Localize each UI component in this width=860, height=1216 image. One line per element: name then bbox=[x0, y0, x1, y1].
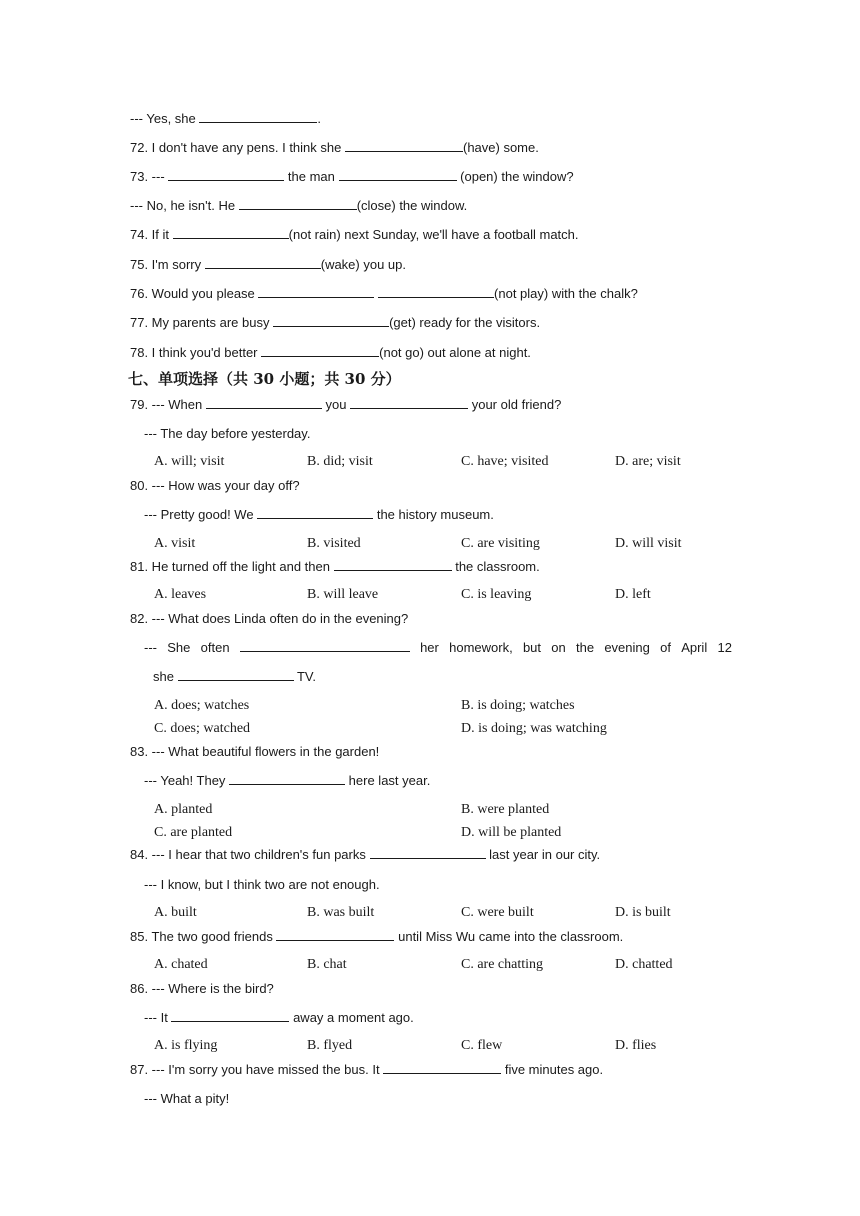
q74 bbox=[130, 226, 579, 244]
q81-text: 81. He turned off the light and then bbox=[130, 559, 330, 574]
answer-blank[interactable] bbox=[178, 668, 294, 681]
answer-blank[interactable] bbox=[239, 197, 357, 210]
q76-text: 76. Would you please bbox=[130, 286, 255, 301]
q82-word: but bbox=[522, 640, 542, 655]
answer-blank[interactable] bbox=[258, 285, 374, 298]
option-a[interactable]: A. does; watches bbox=[154, 698, 250, 713]
q85-text: 85. The two good friends bbox=[130, 929, 273, 944]
q80-reply-post: the history museum. bbox=[376, 507, 494, 522]
q82-word: the bbox=[575, 640, 595, 655]
q78-text: 78. I think you'd better bbox=[130, 345, 258, 360]
q82-reply2-post: TV. bbox=[296, 669, 317, 684]
q73-reply-hint: (close) the window. bbox=[356, 198, 468, 213]
answer-blank[interactable] bbox=[350, 396, 468, 409]
q82-word: often bbox=[200, 640, 230, 655]
q82-word: evening bbox=[604, 640, 650, 655]
answer-blank[interactable] bbox=[273, 314, 389, 327]
q77-hint: (get) ready for the visitors. bbox=[389, 315, 541, 330]
q81 bbox=[130, 558, 540, 576]
q82-word: She bbox=[167, 640, 191, 655]
q82-word: on bbox=[551, 640, 566, 655]
q76-hint: (not play) with the chalk? bbox=[494, 286, 638, 301]
option-c[interactable]: C. have; visited bbox=[461, 454, 549, 469]
answer-blank[interactable] bbox=[339, 168, 457, 181]
q79-reply: --- The day before yesterday. bbox=[144, 426, 311, 441]
q87-text: 87. --- I'm sorry you have missed the bus. It bbox=[130, 1062, 380, 1077]
q85-post: until Miss Wu came into the classroom. bbox=[398, 929, 624, 944]
answer-blank[interactable] bbox=[345, 139, 463, 152]
option-b[interactable]: B. chat bbox=[307, 957, 347, 972]
option-c[interactable]: C. is leaving bbox=[461, 587, 532, 602]
q72 bbox=[130, 139, 539, 157]
q72-hint: (have) some. bbox=[462, 140, 539, 155]
q84-reply: --- I know, but I think two are not enough. bbox=[144, 877, 380, 892]
q86-reply-post: away a moment ago. bbox=[293, 1010, 414, 1025]
q75-hint: (wake) you up. bbox=[320, 257, 406, 272]
option-c[interactable]: C. flew bbox=[461, 1038, 503, 1053]
q73-text: 73. --- bbox=[130, 169, 165, 184]
q87 bbox=[130, 1061, 603, 1079]
option-d[interactable]: D. are; visit bbox=[615, 454, 681, 469]
q83: 83. --- What beautiful flowers in the garden! bbox=[130, 744, 380, 759]
q82-word: April bbox=[681, 640, 708, 655]
q73 bbox=[130, 168, 574, 186]
q82-reply-cont bbox=[153, 668, 316, 686]
answer-blank[interactable] bbox=[334, 558, 452, 571]
q75-text: 75. I'm sorry bbox=[130, 257, 202, 272]
answer-blank[interactable] bbox=[168, 168, 284, 181]
answer-blank[interactable] bbox=[276, 928, 394, 941]
q82-word: her bbox=[420, 640, 439, 655]
option-b[interactable]: B. is doing; watches bbox=[461, 698, 575, 713]
q82: 82. --- What does Linda often do in the evening? bbox=[130, 611, 409, 626]
q83-reply bbox=[144, 772, 430, 790]
q77 bbox=[130, 314, 540, 332]
q82-word: of bbox=[660, 640, 671, 655]
option-d[interactable]: D. is built bbox=[615, 905, 671, 920]
option-b[interactable]: B. did; visit bbox=[307, 454, 373, 469]
option-c[interactable]: C. were built bbox=[461, 905, 534, 920]
option-d[interactable]: D. flies bbox=[615, 1038, 657, 1053]
q85 bbox=[130, 928, 623, 946]
option-d[interactable]: D. left bbox=[615, 587, 651, 602]
option-a[interactable]: A. chated bbox=[154, 957, 208, 972]
option-d[interactable]: D. will visit bbox=[615, 536, 682, 551]
option-b[interactable]: B. was built bbox=[307, 905, 375, 920]
q87-post: five minutes ago. bbox=[504, 1062, 604, 1077]
q75 bbox=[130, 256, 406, 274]
q82-reply bbox=[144, 639, 732, 657]
q78-hint: (not go) out alone at night. bbox=[379, 345, 531, 360]
q78 bbox=[130, 344, 531, 362]
answer-blank[interactable] bbox=[261, 344, 379, 357]
option-d[interactable]: D. is doing; was watching bbox=[461, 721, 607, 736]
q80: 80. --- How was your day off? bbox=[130, 478, 300, 493]
q71-text: --- Yes, she bbox=[130, 111, 196, 126]
option-b[interactable]: B. will leave bbox=[307, 587, 379, 602]
q74-text: 74. If it bbox=[130, 227, 170, 242]
q83-reply-text: --- Yeah! They bbox=[144, 773, 226, 788]
option-c[interactable]: C. are visiting bbox=[461, 536, 540, 551]
q87-reply: --- What a pity! bbox=[144, 1091, 230, 1106]
option-d[interactable]: D. will be planted bbox=[461, 825, 562, 840]
q76 bbox=[130, 285, 638, 303]
option-b[interactable]: B. were planted bbox=[461, 802, 550, 817]
q81-post: the classroom. bbox=[455, 559, 540, 574]
option-d[interactable]: D. chatted bbox=[615, 957, 673, 972]
answer-blank[interactable] bbox=[205, 256, 321, 269]
q82-word: --- bbox=[144, 640, 157, 655]
q77-text: 77. My parents are busy bbox=[130, 315, 270, 330]
answer-blank[interactable] bbox=[171, 1009, 289, 1022]
q79-post: your old friend? bbox=[471, 397, 562, 412]
q82-word: 12 bbox=[717, 640, 732, 655]
q72-text: 72. I don't have any pens. I think she bbox=[130, 140, 342, 155]
q83-reply-post: here last year. bbox=[348, 773, 431, 788]
option-a[interactable]: A. leaves bbox=[154, 587, 207, 602]
q73-hint: (open) the window? bbox=[460, 169, 574, 184]
q82-reply2-text: she bbox=[153, 669, 174, 684]
q73-reply bbox=[130, 197, 467, 215]
q73-mid: the man bbox=[287, 169, 335, 184]
answer-blank[interactable] bbox=[383, 1061, 501, 1074]
q74-hint: (not rain) next Sunday, we'll have a football match. bbox=[288, 227, 579, 242]
answer-blank[interactable] bbox=[199, 110, 317, 123]
q86-reply bbox=[144, 1009, 414, 1027]
answer-blank[interactable] bbox=[257, 506, 373, 519]
q84 bbox=[130, 846, 600, 864]
q71-end: . bbox=[317, 111, 322, 126]
option-b[interactable]: B. flyed bbox=[307, 1038, 353, 1053]
q79-text: 79. --- When bbox=[130, 397, 203, 412]
q82-word: homework, bbox=[449, 640, 513, 655]
answer-blank[interactable] bbox=[173, 226, 289, 239]
q79-mid: you bbox=[325, 397, 347, 412]
q84-text: 84. --- I hear that two children's fun parks bbox=[130, 847, 366, 862]
q73-reply-text: --- No, he isn't. He bbox=[130, 198, 236, 213]
option-a[interactable]: A. planted bbox=[154, 802, 213, 817]
option-c[interactable]: C. are planted bbox=[154, 825, 233, 840]
option-a[interactable]: A. will; visit bbox=[154, 454, 225, 469]
q80-reply-text: --- Pretty good! We bbox=[144, 507, 254, 522]
answer-blank[interactable] bbox=[206, 396, 322, 409]
q79 bbox=[130, 396, 561, 414]
q71-answer-line bbox=[130, 110, 321, 128]
answer-blank[interactable] bbox=[378, 285, 494, 298]
q84-post: last year in our city. bbox=[489, 847, 601, 862]
section-heading: 七、单项选择（共 30 小题；共 30 分） bbox=[128, 370, 401, 388]
option-c[interactable]: C. does; watched bbox=[154, 721, 251, 736]
option-a[interactable]: A. visit bbox=[154, 536, 196, 551]
answer-blank[interactable] bbox=[229, 772, 345, 785]
option-c[interactable]: C. are chatting bbox=[461, 957, 544, 972]
q86-reply-text: --- It bbox=[144, 1010, 168, 1025]
option-a[interactable]: A. built bbox=[154, 905, 197, 920]
option-b[interactable]: B. visited bbox=[307, 536, 361, 551]
q80-reply bbox=[144, 506, 494, 524]
answer-blank[interactable] bbox=[370, 846, 486, 859]
q86: 86. --- Where is the bird? bbox=[130, 981, 274, 996]
answer-blank[interactable] bbox=[240, 639, 410, 652]
option-a[interactable]: A. is flying bbox=[154, 1038, 218, 1053]
